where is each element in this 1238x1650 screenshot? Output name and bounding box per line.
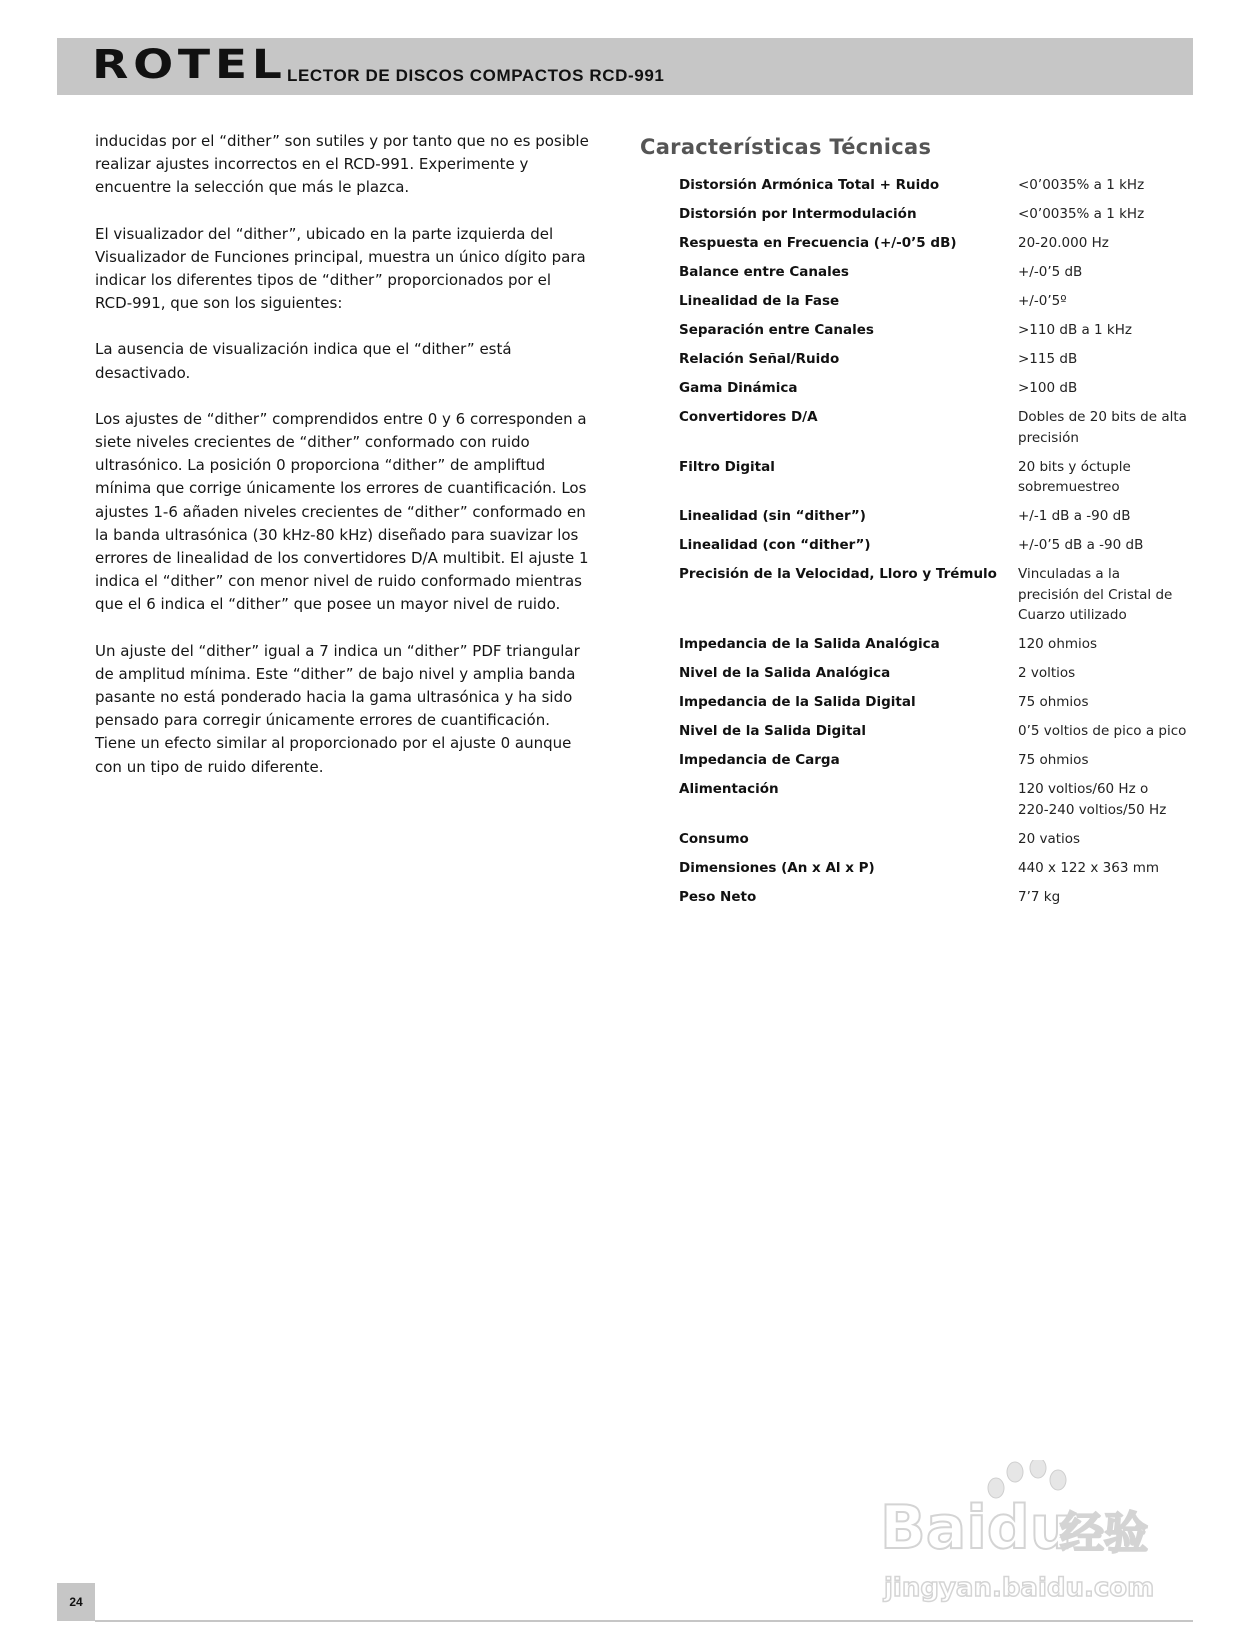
watermark-url: jingyan.baidu.com	[884, 1573, 1155, 1603]
spec-label: Convertidores D/A	[679, 409, 818, 425]
spec-row	[679, 858, 1199, 879]
baidu-watermark	[880, 1460, 1180, 1610]
spec-value: 120 voltios/60 Hz o 220-240 voltios/50 Hz	[1018, 781, 1167, 818]
spec-value: 440 x 122 x 363 mm	[1018, 859, 1160, 876]
spec-row	[679, 291, 1199, 312]
spec-value: +/-0’5 dB a -90 dB	[1018, 537, 1144, 553]
spec-label: Gama Dinámica	[679, 380, 798, 396]
spec-label: Impedancia de la Salida Analógica	[679, 636, 940, 652]
paw-pad-icon	[1007, 1462, 1023, 1482]
spec-label: Relación Señal/Ruido	[679, 351, 840, 367]
spec-label: Alimentación	[679, 781, 779, 797]
spec-label: Distorsión Armónica Total + Ruido	[679, 177, 940, 193]
spec-value: +/-1 dB a -90 dB	[1018, 508, 1131, 524]
spec-label: Dimensiones (An x Al x P)	[679, 859, 875, 876]
spec-value: 75 ohmios	[1018, 694, 1089, 710]
spec-row	[679, 262, 1199, 283]
spec-label: Separación entre Canales	[679, 322, 874, 338]
footer-rule	[95, 1620, 1193, 1622]
spec-row	[679, 175, 1199, 196]
spec-row	[679, 750, 1199, 771]
spec-value: <0’0035% a 1 kHz	[1018, 206, 1145, 222]
spec-label: Precisión de la Velocidad, Lloro y Trémulo	[679, 566, 997, 582]
spec-row	[679, 506, 1199, 527]
paragraph: Un ajuste del “dither” igual a 7 indica un “dither” PDF triangular de amplitud mínima. Este “dither” de bajo nivel y amplia banda pasante no está ponderado hacia la gama ultrasónica y ha sido pensado para corregir únicamente errores de cuantificación. Tiene un efecto similar al proporcionado por el ajuste 0 aunque con un tipo de ruido diferente.	[95, 641, 580, 776]
page-number: 24	[57, 1583, 95, 1621]
specs-table	[679, 175, 1199, 916]
spec-value: Dobles de 20 bits de alta precisión	[1018, 409, 1187, 446]
spec-value: >115 dB	[1018, 351, 1078, 367]
specs-heading: Características Técnicas	[640, 135, 932, 159]
spec-row	[679, 663, 1199, 684]
spec-value: 20 vatios	[1018, 830, 1081, 847]
spec-label: Distorsión por Intermodulación	[679, 206, 917, 222]
spec-value: 120 ohmios	[1018, 636, 1098, 652]
spec-row	[679, 829, 1199, 850]
spec-label: Peso Neto	[679, 888, 757, 905]
spec-row	[679, 634, 1199, 655]
spec-value: 20 bits y óctuple sobremuestreo	[1018, 458, 1131, 495]
spec-value: +/-0’5º	[1018, 293, 1067, 309]
spec-value: 75 ohmios	[1018, 752, 1089, 768]
spec-value: 2 voltios	[1018, 665, 1076, 681]
spec-label: Impedancia de Carga	[679, 752, 840, 768]
spec-row	[679, 457, 1199, 498]
paragraph: inducidas por el “dither” son sutiles y por tanto que no es posible realizar ajustes incorrectos en el RCD-991. Experimente y encuentre la selección que más le plazca.	[95, 132, 589, 197]
body-text-column	[95, 130, 615, 802]
watermark-chinese: 经验	[1060, 1508, 1148, 1559]
spec-row	[679, 349, 1199, 370]
spec-row	[679, 320, 1199, 341]
document-title: LECTOR DE DISCOS COMPACTOS RCD-991	[287, 66, 665, 85]
spec-row	[679, 779, 1199, 820]
spec-row	[679, 692, 1199, 713]
spec-label: Linealidad (con “dither”)	[679, 537, 871, 553]
spec-value: >100 dB	[1018, 380, 1078, 396]
spec-label: Nivel de la Salida Digital	[679, 723, 867, 739]
paragraph: La ausencia de visualización indica que el “dither” está desactivado.	[95, 340, 512, 382]
paragraph: Los ajustes de “dither” comprendidos entre 0 y 6 corresponden a siete niveles crecientes de “dither” conformado con ruido ultrasónico. La posición 0 proporciona “dither” de ampliftud mínima que corrige únicamente los errores de cuantificación. Los ajustes 1-6 añaden niveles crecientes de “dither” conformado en la banda ultrasónica (30 kHz-80 kHz) diseñado para suavizar los errores de linealidad de los convertidores D/A multibit. El ajuste 1 indica el “dither” con menor nivel de ruido conformado mientras que el 6 indica el “dither” que posee un mayor nivel de ruido.	[95, 409, 589, 614]
spec-row	[679, 535, 1199, 556]
spec-label: Consumo	[679, 830, 749, 847]
paw-pad-icon	[1050, 1470, 1066, 1490]
spec-value: +/-0’5 dB	[1018, 264, 1083, 280]
spec-row	[679, 233, 1199, 254]
spec-label: Nivel de la Salida Analógica	[679, 665, 891, 681]
spec-row	[679, 721, 1199, 742]
spec-row	[679, 564, 1199, 626]
spec-label: Linealidad de la Fase	[679, 293, 840, 309]
spec-value: 0’5 voltios de pico a pico	[1018, 723, 1187, 739]
spec-value: 7’7 kg	[1018, 888, 1061, 905]
paw-pad-icon	[1030, 1460, 1046, 1478]
spec-row	[679, 407, 1199, 448]
spec-label: Respuesta en Frecuencia (+/-0’5 dB)	[679, 235, 957, 251]
spec-label: Balance entre Canales	[679, 264, 849, 280]
spec-row	[679, 887, 1199, 908]
brand-logo: ROTEL	[92, 42, 287, 88]
spec-row	[679, 378, 1199, 399]
spec-row	[679, 204, 1199, 225]
paragraph: El visualizador del “dither”, ubicado en la parte izquierda del Visualizador de Funciones principal, muestra un único dígito para indicar los diferentes tipos de “dither” proporcionados por el RCD-991, que son los siguientes:	[95, 224, 586, 313]
spec-value: <0’0035% a 1 kHz	[1018, 177, 1145, 193]
spec-value: >110 dB a 1 kHz	[1018, 322, 1132, 338]
spec-value: Vinculadas a la precisión del Cristal de Cuarzo utilizado	[1018, 566, 1173, 623]
spec-value: 20-20.000 Hz	[1018, 235, 1109, 251]
watermark-brand: Baidu	[880, 1493, 1073, 1563]
spec-label: Impedancia de la Salida Digital	[679, 694, 916, 710]
spec-label: Linealidad (sin “dither”)	[679, 508, 866, 524]
spec-label: Filtro Digital	[679, 458, 775, 475]
